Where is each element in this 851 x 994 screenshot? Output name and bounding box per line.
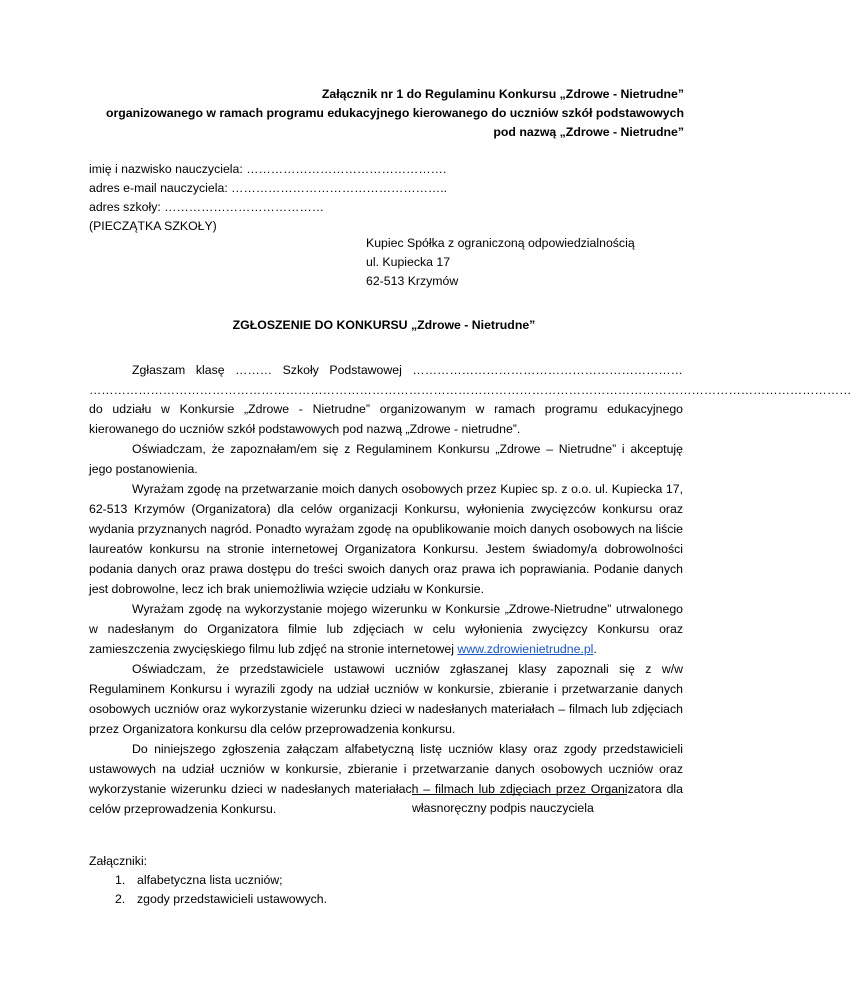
header-line-3: pod nazwą „Zdrowe - Nietrudne” [493, 125, 684, 139]
paragraph-parents-consent: Oświadczam, że przedstawiciele ustawowi uczniów zgłaszanej klasy zapoznali się z w/w Regulaminem Konkursu i wyrazili zgody na udział uczniów w konkursie, zbieranie i przetwarzanie danych osobowych uczniów oraz wykorzystanie wizerunku dzieci w nadesłanych materiałach – filmach lub zdjęciach przez Organizatora konkursu dla celów przeprowadzenia konkursu. [89, 662, 683, 736]
teacher-email-field: adres e-mail nauczyciela: …………………………………………….. [89, 181, 448, 195]
list-text: zgody przedstawicieli ustawowych. [137, 892, 328, 906]
fill-word-1: Zgłaszam [132, 363, 186, 377]
header-line-1: Załącznik nr 1 do Regulaminu Konkursu „Zdrowe - Nietrudne” [321, 87, 684, 101]
school-name-blank-line: …………………………………………………………………………………………………………………………………………………………………… [89, 383, 851, 397]
attachments-heading: Załączniki: [89, 854, 148, 868]
fill-word-4: Szkoły [282, 363, 319, 377]
declaration-body [89, 399, 683, 819]
fill-word-2: klasę [195, 363, 225, 377]
form-title: ZGŁOSZENIE DO KONKURSU „Zdrowe - Nietrudne” [232, 318, 536, 332]
image-consent-end: . [593, 642, 597, 656]
list-text: alfabetyczna lista uczniów; [137, 873, 283, 887]
list-item [115, 872, 283, 888]
fill-word-5: Podstawowej [329, 363, 402, 377]
fill-class-blank: ……… [235, 363, 273, 377]
paragraph-attachments-info: Do niniejszego zgłoszenia załączam alfabetyczną listę uczniów klasy oraz zgody przedstawicieli ustawowych na udział uczniów w konkursie, zbieranie i przetwarzanie danych osobowych uczniów oraz wykorzystanie wizerunku dzieci w nadesłanych materiałach – filmach lub zdjęciach przez Organizatora dla celów przeprowadzenia Konkursu. [89, 742, 683, 816]
signature-line [412, 794, 627, 795]
school-stamp-label: (PIECZĄTKA SZKOŁY) [89, 219, 217, 233]
list-number: 1. [115, 873, 126, 887]
list-item [115, 891, 328, 907]
paragraph-data-consent: Wyrażam zgodę na przetwarzanie moich danych osobowych przez Kupiec sp. z o.o. ul. Kupiecka 17, 62-513 Krzymów (Organizatora) dla celów organizacji Konkursu, wyłonienia zwycięzców konkursu oraz wydania przyznanych nagród. Ponadto wyrażam zgodę na opublikowanie moich danych osobowych na liście laureatów konkursu na stronie internetowej Organizatora Konkursu. Jestem świadomy/a dobrowolności podania danych oraz prawa dostępu do treści swoich danych oraz prawa ich poprawiania. Podanie danych jest dobrowolne, lecz ich brak uniemożliwia wzięcie udziału w Konkursie. [89, 482, 683, 596]
school-address-field: adres szkoły: ………………………………… [89, 200, 325, 214]
class-fill-line [89, 363, 683, 377]
recipient-street: ul. Kupiecka 17 [366, 255, 451, 269]
recipient-company: Kupiec Spółka z ograniczoną odpowiedzialnością [366, 236, 635, 250]
paragraph-image-consent [89, 599, 683, 659]
website-link[interactable]: www.zdrowienietrudne.pl [457, 642, 594, 656]
paragraph-participation: do udziału w Konkursie „Zdrowe - Nietrudne” organizowanym w ramach programu edukacyjnego kierowanego do uczniów szkół podstawowych pod nazwą „Zdrowe - nietrudne”. [89, 402, 683, 436]
recipient-city: 62-513 Krzymów [366, 274, 459, 288]
teacher-name-field: imię i nazwisko nauczyciela: …………………………………………. [89, 162, 447, 176]
image-consent-text: Wyrażam zgodę na wykorzystanie mojego wizerunku w Konkursie „Zdrowe-Nietrudne” utrwalonego w nadesłanym do Organizatora filmie lub zdjęciach w celu wyłonienia zwycięzcy Konkursu oraz zamieszczenia zwycięskiego filmu lub zdjęć na stronie internetowej [89, 602, 683, 656]
header-line-2: organizowanego w ramach programu edukacyjnego kierowanego do uczniów szkół podstawowych [105, 106, 684, 120]
paragraph-regulations: Oświadczam, że zapoznałam/em się z Regulaminem Konkursu „Zdrowe – Nietrudne” i akceptuję jego postanowienia. [89, 442, 683, 476]
fill-school-blank: ………………………………………………………… [412, 363, 683, 377]
list-number: 2. [115, 892, 126, 906]
signature-caption: własnoręczny podpis nauczyciela [412, 801, 594, 815]
